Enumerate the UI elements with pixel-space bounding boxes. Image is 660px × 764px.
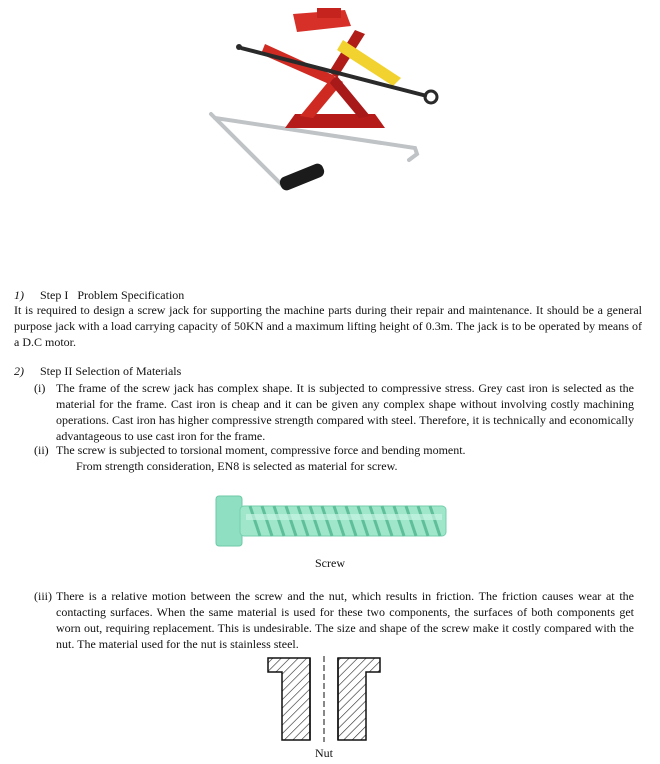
item-iii-text: There is a relative motion between the screw and the nut, which results in friction. The friction causes wear at the contacting surfaces. When the same material is used for these two components, the surfaces of both components get worn out, requiring replacement. This is undesirable. The size and shape of the screw make it costly compared with the nut. The material used for the nut is stainless steel. [56,589,634,651]
item-ii-text-2: From strength consideration, EN8 is selected as material for screw. [76,459,398,473]
screw-image [210,492,450,550]
item-ii-text: The screw is subjected to torsional moment, compressive force and bending moment. [56,443,466,457]
step-1-heading [14,288,184,302]
item-i-text: The frame of the screw jack has complex shape. It is subjected to compressive stress. Grey cast iron is selected as the material for the frame. Cast iron is cheap and it can be given any complex shape without involving costly machining operations. Cast iron has higher compressive strength compared with steel. Therefore, it is technically and economically advantageous to use cast iron for the frame. [56,381,634,443]
nut-image [266,656,382,742]
nut-caption: Nut [315,746,333,760]
screw-caption: Screw [315,556,345,570]
item-iii-label: (iii) [34,589,52,603]
step-1-title: Step I Problem Specification [40,288,185,302]
scissor-jack-image [205,4,445,200]
step-1-number: 1) [14,288,24,302]
step-2-number: 2) [14,364,24,378]
item-i-label: (i) [34,381,46,395]
step-1-body: It is required to design a screw jack for supporting the machine parts during their repair and maintenance. It should be a general purpose jack with a load carrying capacity of 50KN and a maximum lifting height of 0.3m. The jack is to be operated by means of a D.C motor. [14,303,642,349]
item-ii-label: (ii) [34,443,49,457]
step-2-title: Step II Selection of Materials [40,364,182,378]
step-2-heading [14,364,181,378]
